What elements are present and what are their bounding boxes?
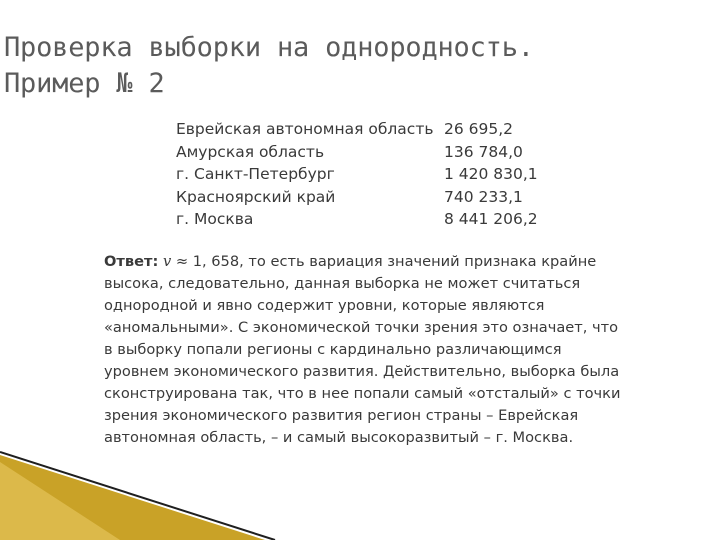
region-value: 136 784,0 <box>444 142 523 161</box>
region-table <box>176 118 538 231</box>
answer-label: Ответ: <box>104 253 159 270</box>
region-name: г. Санкт-Петербург <box>176 165 335 184</box>
table-row <box>176 118 538 141</box>
region-value: 8 441 206,2 <box>444 210 538 229</box>
coefficient-value: ≈ 1, 658, <box>171 253 244 270</box>
region-value: 26 695,2 <box>444 120 514 139</box>
region-name: Еврейская автономная область <box>176 120 434 139</box>
region-value: 1 420 830,1 <box>444 165 538 184</box>
table-row <box>176 186 538 209</box>
slide-title <box>4 30 704 102</box>
table-row <box>176 208 538 231</box>
answer-text: то есть вариация значений признака крайне высока, следовательно, данная выборка не может считаться однородной и явно содержит уровни, которые являются «аномальными». С экономической точки зрения это означает, что в выборку попали регионы с кардинально различающимся уровнем экономического развития. Действительно, выборка была сконструирована так, что в нее попали самый «отсталый» с точки зрения экономического развития регион страны – Еврейская автономная область, – и самый высокоразвитый – г. Москва. <box>104 253 621 446</box>
slide-title-line-1: Проверка выборки на однородность. <box>4 32 534 63</box>
region-name: Красноярский край <box>176 187 336 206</box>
slide-title-line-2: Пример № 2 <box>4 68 165 99</box>
region-name: г. Москва <box>176 210 254 229</box>
region-name: Амурская область <box>176 142 325 161</box>
corner-decoration <box>0 440 720 540</box>
region-value: 740 233,1 <box>444 187 523 206</box>
table-row <box>176 163 538 186</box>
table-row <box>176 141 538 164</box>
answer-paragraph <box>104 251 624 449</box>
coefficient-variable: v <box>162 253 172 270</box>
